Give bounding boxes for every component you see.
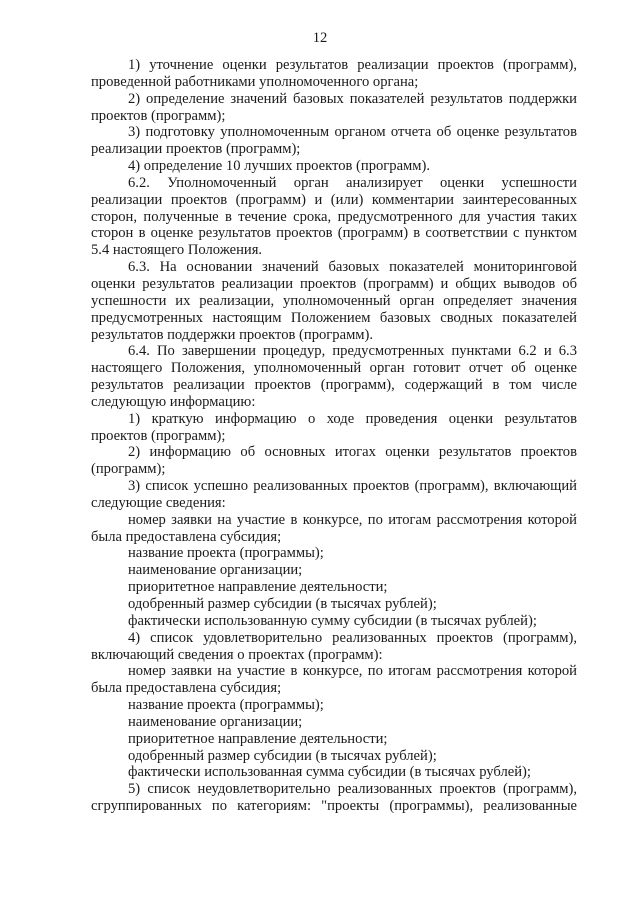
- paragraph-item-2: 2) определение значений базовых показателей результатов поддержки проектов (программ);: [91, 90, 577, 124]
- paragraph-6-3: 6.3. На основании значений базовых показателей мониторинговой оценки результатов реализации проектов (программ) и общих выводов об успешности их реализации, уполномоченный орган определяет значения предусмотренных настоящим Положением базовых сводных показателей результатов поддержки проектов (программ).: [91, 259, 577, 343]
- paragraph-6-4: 6.4. По завершении процедур, предусмотренных пунктами 6.2 и 6.3 настоящего Положения, уполномоченный орган готовит отчет об оценке результатов реализации проектов (программ), содержащий в том числе следующую информацию:: [91, 343, 577, 410]
- paragraph-item-3: 3) подготовку уполномоченным органом отчета об оценке результатов реализации проектов (программ);: [91, 124, 577, 158]
- paragraph-6-2: 6.2. Уполномоченный орган анализирует оценки успешности реализации проектов (программ) и (или) комментарии заинтересованных сторон, полученные в течение срока, предусмотренного для участия таких сторон в оценке результатов проектов (программ) в соответствии с пунктом 5.4 настоящего Положения.: [91, 174, 577, 259]
- paragraph-item-4: 4) определение 10 лучших проектов (программ).: [128, 158, 431, 175]
- list-item: номер заявки на участие в конкурсе, по итогам рассмотрения которой была предоставлена субсидия;: [91, 663, 577, 697]
- list-item: наименование организации;: [128, 562, 303, 579]
- report-item-5: 5) список неудовлетворительно реализованных проектов (программ), сгруппированных по категориям: "проекты (программы), реализованные: [91, 781, 577, 815]
- list-item: одобренный размер субсидии (в тысячах рублей);: [128, 747, 437, 764]
- list-item: наименование организации;: [128, 713, 303, 730]
- page-number: 12: [312, 30, 328, 46]
- document-body: [91, 57, 577, 815]
- list-item: название проекта (программы);: [128, 545, 324, 562]
- list-item: название проекта (программы);: [128, 697, 324, 714]
- list-item: приоритетное направление деятельности;: [128, 579, 388, 596]
- list-item: номер заявки на участие в конкурсе, по итогам рассмотрения которой была предоставлена субсидия;: [91, 511, 577, 545]
- list-item: одобренный размер субсидии (в тысячах рублей);: [128, 596, 437, 612]
- paragraph-item-1: 1) уточнение оценки результатов реализации проектов (программ), проведенной работниками уполномоченного органа;: [91, 57, 577, 90]
- list-item: фактически использованная сумма субсидии (в тысячах рублей);: [128, 764, 531, 781]
- report-item-4: 4) список удовлетворительно реализованных проектов (программ), включающий сведения о проектах (программ):: [91, 629, 577, 663]
- report-item-2: 2) информацию об основных итогах оценки результатов проектов (программ);: [91, 444, 577, 478]
- report-item-1: 1) краткую информацию о ходе проведения оценки результатов проектов (программ);: [91, 410, 577, 444]
- report-item-3: 3) список успешно реализованных проектов (программ), включающий следующие сведения:: [91, 478, 577, 511]
- list-item: фактически использованную сумму субсидии (в тысячах рублей);: [128, 612, 537, 629]
- list-item: приоритетное направление деятельности;: [128, 730, 388, 747]
